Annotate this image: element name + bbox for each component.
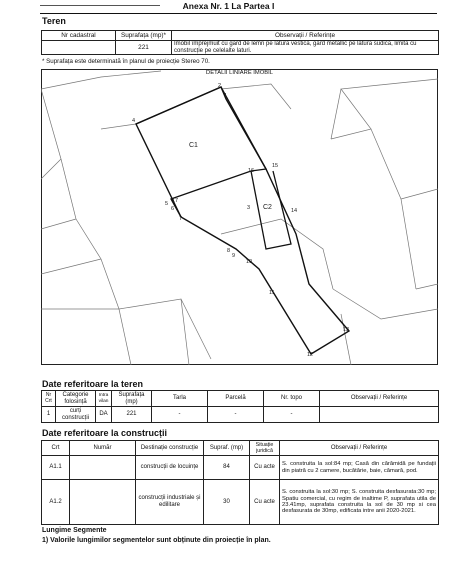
teren-table: [41, 30, 439, 55]
cell-obs: [320, 407, 439, 423]
point-label-14: 14: [291, 208, 298, 214]
cell-situatie: Cu acte: [250, 456, 280, 480]
col-suprafata: Supraf. (mp): [204, 441, 250, 456]
teren-footnote: * Suprafața este determinată în planul de proiecție Stereo 70.: [42, 58, 210, 65]
point-label-9: 9: [232, 253, 236, 259]
point-label-17: 17: [172, 198, 179, 204]
point-label-2: 2: [218, 83, 222, 89]
table-header-row: [42, 31, 439, 41]
point-label-11: 11: [269, 290, 275, 296]
segments-note: 1) Valorile lungimilor segmentelor sunt obținute din proiecție în plan.: [42, 537, 271, 544]
col-observatii: Observații / Referințe: [172, 31, 439, 41]
col-observatii: Observații / Referințe: [320, 391, 439, 407]
cell-suprafata: 84: [204, 456, 250, 480]
cell-observatii: S. construita la sol:84 mp; Casă din cărămidă pe fundații din piatră cu 2 camere, bucătărie, baie, cămară, pod.: [280, 456, 439, 480]
cell-destinatie: construcții industriale și edilitare: [136, 480, 204, 525]
building-label-c1: C1: [189, 142, 198, 149]
building-outlines: [136, 87, 291, 249]
section-title-date-constructii: Date referitoare la construcții: [42, 428, 168, 438]
cell-observatii: S. construita la sol:30 mp; S. construita desfasurata:30 mp; Spatiu comercial, cu regim de inaltime P, suprafata utila de 23.41mp, suprafata construita la sol de 30 mp si cea desfasurata de 30mp, edificata intre anii 2020-2021.: [280, 480, 439, 525]
point-label-16: 16: [248, 168, 255, 174]
table-header-row: [42, 441, 439, 456]
date-constructii-table: [41, 440, 439, 525]
point-label-8: 8: [227, 248, 231, 254]
col-destinatie: Destinație construcție: [136, 441, 204, 456]
drawing-title: DETALII LINIARE IMOBIL: [206, 70, 273, 76]
cell-suprafata: 221: [112, 407, 152, 423]
point-label-4: 4: [132, 118, 136, 124]
col-numar: Număr: [70, 441, 136, 456]
cell-suprafata: 221: [116, 41, 172, 55]
col-parcela: Parcelă: [208, 391, 264, 407]
table-row: [42, 480, 439, 525]
cell-crt: A1.2: [42, 480, 70, 525]
cell-suprafata: 30: [204, 480, 250, 525]
col-categorie: Categorie folosință: [56, 391, 96, 407]
neighbor-parcels: [41, 71, 438, 365]
col-tarla: Tarla: [152, 391, 208, 407]
col-nr-cadastral: Nr cadastral: [42, 31, 116, 41]
table-row: [42, 407, 439, 423]
cell-destinatie: construcții de locuințe: [136, 456, 204, 480]
point-label-7: 7: [179, 216, 183, 222]
point-label-12: 12: [307, 352, 314, 358]
cell-nr: 1: [42, 407, 56, 423]
cell-topo: -: [264, 407, 320, 423]
col-situatie: Situație juridică: [250, 441, 280, 456]
section-title-date-teren: Date referitoare la teren: [42, 379, 144, 389]
point-label-5: 5: [165, 201, 169, 207]
col-crt: Crt: [42, 441, 70, 456]
col-intravilan: Intra vilan: [96, 391, 112, 407]
table-header-row: [42, 391, 439, 407]
col-nr-crt: Nr Crt: [42, 391, 56, 407]
cadastral-drawing: [41, 69, 438, 365]
col-suprafata: Suprafața (mp)*: [116, 31, 172, 41]
segments-title: Lungime Segmente: [42, 527, 107, 534]
title-rule: [40, 13, 437, 14]
cell-numar: [70, 456, 136, 480]
cell-crt: A1.1: [42, 456, 70, 480]
cell-intravilan: DA: [96, 407, 112, 423]
date-teren-table: [41, 390, 439, 423]
cell-categorie: curți construcții: [56, 407, 96, 423]
cell-numar: [70, 480, 136, 525]
document-title: Anexa Nr. 1 La Partea I: [182, 1, 275, 11]
cell-tarla: -: [152, 407, 208, 423]
point-label-1: 1: [224, 93, 228, 99]
table-row: [42, 41, 439, 55]
point-label-3: 3: [247, 205, 251, 211]
point-label-6: 6: [171, 206, 175, 212]
cell-situatie: Cu acte: [250, 480, 280, 525]
cell-nr-cadastral: [42, 41, 116, 55]
point-label-10: 10: [246, 259, 253, 265]
point-label-15: 15: [272, 163, 279, 169]
cell-observatii: Imobil împrejmuit cu gard de lemn pe latura vestica, gard metallic pe latura sudica, limita cu construcție pe celelalte laturi.: [172, 41, 439, 55]
point-label-13: 13: [343, 327, 350, 333]
section-title-teren: Teren: [42, 16, 66, 26]
building-label-c2: C2: [263, 204, 272, 211]
col-suprafata: Suprafața (mp): [112, 391, 152, 407]
col-observatii: Observații / Referințe: [280, 441, 439, 456]
table-row: [42, 456, 439, 480]
col-nr-topo: Nr. topo: [264, 391, 320, 407]
cell-parcela: -: [208, 407, 264, 423]
